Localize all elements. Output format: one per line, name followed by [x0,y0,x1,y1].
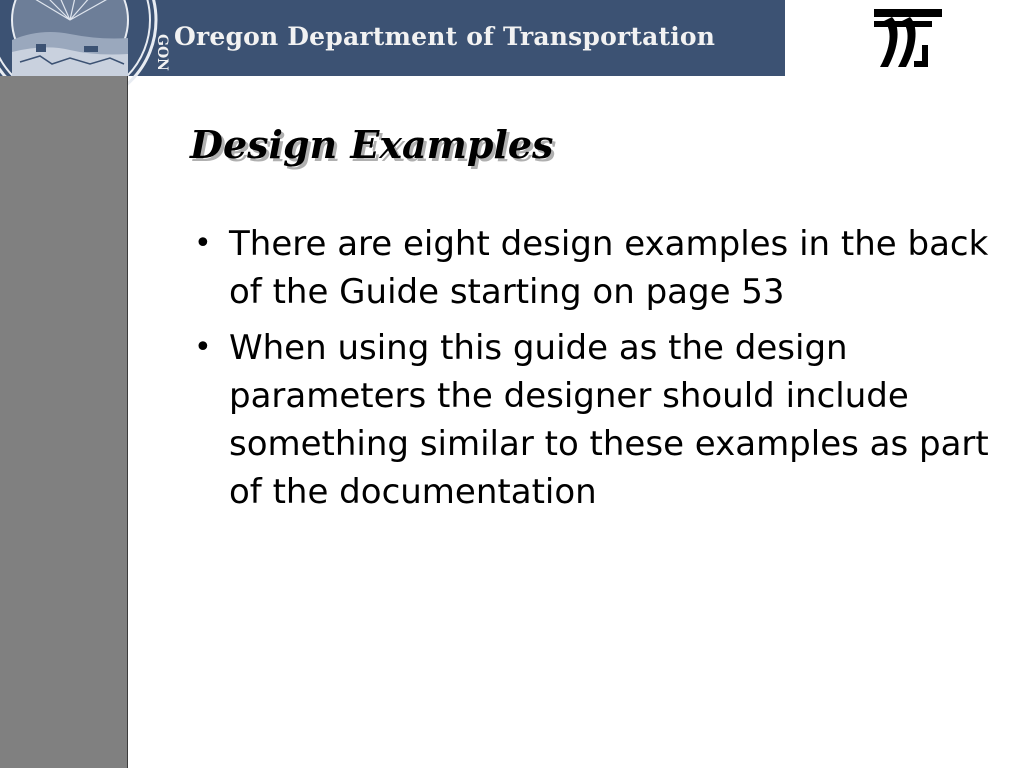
svg-text:GON: GON [154,34,170,71]
bullet-item [190,324,990,516]
bullet-text: When using this guide as the design parameters the designer should include something similar to these examples as part of the documentation [229,328,989,512]
slide-title: Design Examples [190,122,554,167]
left-sidebar-bar [0,76,128,768]
bullet-list [190,220,990,524]
agency-name: Oregon Department of Transportation [174,22,716,51]
oregon-state-seal-icon [0,0,170,76]
header-banner [0,0,785,76]
bullet-marker: • [194,226,212,261]
odot-logo-icon [870,5,946,71]
bullet-marker: • [194,330,212,365]
bullet-text: There are eight design examples in the back of the Guide starting on page 53 [229,224,989,312]
bullet-item [190,220,990,316]
